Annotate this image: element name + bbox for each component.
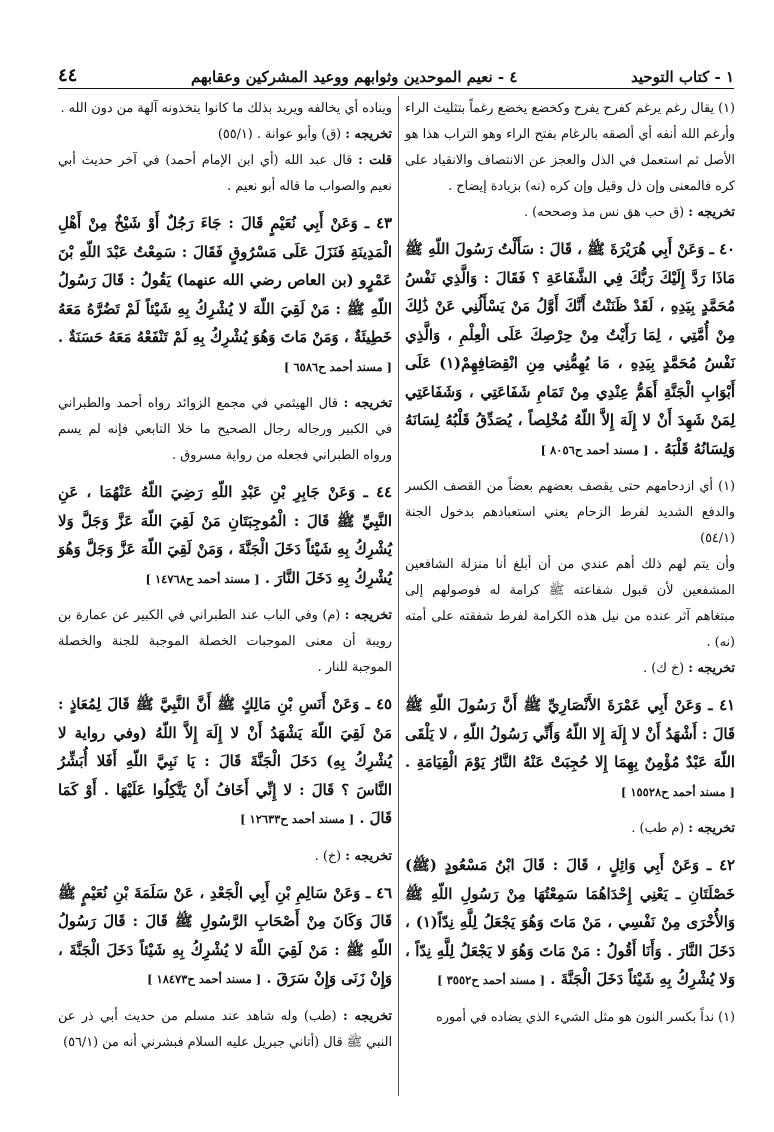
musnad-reference: [ مسند أحمد ح١٤٧٦٨ ] <box>145 571 260 586</box>
takhrij-text: قال عبد الله (أي ابن الإمام أحمد) في آخر حديث أبي نعيم والصواب ما قاله أبو نعيم . <box>58 153 392 194</box>
book-title: ١ - كتاب التوحيد <box>631 68 734 86</box>
takhrij-label: تخريجه : <box>345 127 392 142</box>
hadith-body: ٤٣ ـ وَعَنْ أَبِي نُعَيْمٍ قَالَ : جَاءَ رَجُلٌ أَوْ شَيْخٌ مِنْ أَهْلِ الْمَدِينَةِ فَنَزَلَ عَلَى مَسْرُوقٍ فَقَالَ : سَمِعْتُ عَبْدَ اللّهِ بْنَ عَمْرٍو (بن العاص رضي الله عنهما) يَقُولُ : قَالَ رَسُولُ اللّهِ ﷺ : مَنْ لَقِيَ اللّهَ لا يُشْرِكُ بِهِ شَيْئاً لَمْ تَضُرَّهُ مَعَهُ خَطِيئَةٌ ، وَمَنْ مَاتَ وَهُوَ يُشْرِكُ بِهِ لَمْ تَنْفَعْهُ مَعَهُ حَسَنَةٌ . <box>58 215 392 346</box>
takhrij-note <box>405 200 735 226</box>
footnote <box>405 96 735 200</box>
takhrij-note <box>405 656 735 682</box>
hadith-body: ٤٤ ـ وَعَنْ جَابِرِ بْنِ عَبْدِ اللّهِ رَضِيَ اللّهُ عَنْهُمَا ، عَنِ النَّبِيِّ ﷺ قَالَ : الْمُوجِبَتَانِ مَنْ لَقِيَ اللّهَ عَزَّ وَجَلَّ وَلا يُشْرِكُ بِهِ شَيْئاً دَخَلَ الْجَنَّةَ ، وَمَنْ لَقِيَ اللّهَ عَزَّ وَجَلَّ وَهُوَ يُشْرِكُ بِهِ دَخَلَ النَّارَ . <box>58 484 392 587</box>
page-number: ٤٤ <box>58 65 78 86</box>
footnote <box>405 474 735 552</box>
musnad-reference: [ مسند أحمد ح٦٥٨٦ ] <box>284 359 392 374</box>
takhrij-text: (طب) وله شاهد عند مسلم من حديث أبي ذر عن النبي ﷺ قال (أتاني جبريل عليه السلام فبشرني أنه من (٥٦/١) <box>58 1008 392 1050</box>
musnad-reference: [ مسند أحمد ح١٨٤٧٣ ] <box>147 972 262 986</box>
takhrij-text: قال الهيثمي في مجمع الزوائد رواه أحمد والطبراني في الكبير ورجاله رجال الصحيح ما خلا التابعي فإنه لم يسم ورواه الطبراني فجعله من رواية مسروق . <box>58 396 392 463</box>
hadith-text <box>58 479 392 593</box>
takhrij-label: تخريجه : <box>344 608 392 623</box>
hadith-text <box>58 691 392 834</box>
takhrij-note <box>58 122 392 148</box>
takhrij-note <box>58 148 392 200</box>
musnad-reference: [ مسند أحمد ح٣٥٥٢ ] <box>437 973 546 987</box>
takhrij-label: تخريجه : <box>688 821 735 836</box>
footnote <box>58 96 392 122</box>
hadith-body: ٤١ ـ وَعَنْ أَبِي عَمْرَةَ الأَنْصَارِيِّ ﷺ أَنَّ رَسُولَ اللّهِ ﷺ قَالَ : أَشْهَدُ أَنْ لا إِلَهَ إِلا اللّهُ وَأَنِّي رَسُولُ اللّهِ ، لا يَلْقَى اللّهَ عَبْدٌ مُؤْمِنٌ بِهِمَا إِلا حُجِبَتْ عَنْهُ النَّارُ يَوْمَ الْقِيَامَةِ . <box>405 697 735 771</box>
takhrij-label: تخريجه : <box>343 396 393 411</box>
takhrij-label: تخريجه : <box>688 661 735 676</box>
takhrij-label: تخريجه : <box>342 1008 392 1024</box>
takhrij-text: (ق حب هق نس مذ وصححه) . <box>524 205 689 220</box>
takhrij-note <box>58 844 392 870</box>
takhrij-note <box>58 603 392 681</box>
chapter-title: ٤ - نعيم الموحدين وثوابهم ووعيد المشركين وعقابهم <box>190 68 518 86</box>
footnote-text: وأن يتم لهم ذلك أهم عندي من أن أبلغ أنا منزلة الشافعين المشفعين لأن قبول شفاعته ﷺ كرامة له فوصولهم إلى مبتغاهم آثر عنده من نيل هذه الكرامة لفرط شفقته على أمته (نه) . <box>405 557 735 650</box>
takhrij-label: قلت : <box>358 153 392 168</box>
hadith-text <box>58 210 392 381</box>
takhrij-note <box>58 391 392 469</box>
takhrij-text: (م) وفي الباب عند الطبراني في الكبير عن عمارة بن رويبة أن معنى الموجبات الخصلة الموجبة للجنة والخصلة الموجبة للنار . <box>58 608 392 675</box>
hadith-text <box>405 852 735 995</box>
takhrij-note <box>58 1004 392 1056</box>
right-column <box>405 96 735 1031</box>
hadith-text <box>405 692 735 806</box>
hadith-body: ٤٢ ـ وَعَنْ أَبِي وَائِلٍ ، قَالَ : قَالَ ابْنُ مَسْعُودٍ (ﷺ) خَصْلَتَانِ ـ يَعْنِي إِحْدَاهُمَا سَمِعْتُهَا مِنْ رَسُولِ اللّهِ ﷺ وَالأُخْرَى مِنْ نَفْسِي ، مَنْ مَاتَ وَهُوَ يَجْعَلُ لِلَّهِ نِدّاً(١) ، دَخَلَ النَّارَ . وَأَنَا أَقُولُ : مَنْ مَاتَ وَهُوَ لا يَجْعَلُ لِلَّهِ نِدّاً ، وَلا يُشْرِكُ بِهِ شَيْئاً دَخَلَ الْجَنَّةَ . <box>405 857 735 988</box>
musnad-reference: [ مسند أحمد ح١٥٥٢٨ ] <box>620 784 735 799</box>
takhrij-text: (خ ك) . <box>643 661 689 676</box>
footnote-text: (١) يقال رغم يرغم كفرح يفرح وكخضع يخضع رغماً بتثليث الراء وأرغم الله أنفه أي ألصقه بالرغام بفتح الراء وهو التراب هذا هو الأصل ثم استعمل في الذل والعجز عن الانتصاف والانقياد على كره فالمعنى وإن ذل وقيل وإن كره (نه) بزيادة إيضاح . <box>405 101 735 194</box>
footnote-text: ويناده أي يخالفه ويريد بذلك ما كانوا يتخذونه آلهة من دون الله . <box>60 101 392 116</box>
running-header <box>58 60 734 86</box>
footnote-text: (١) نداً بكسر النون هو مثل الشيء الذي يضاده في أموره <box>436 1009 735 1025</box>
musnad-reference: [ مسند أحمد ح٨٠٥٦ ] <box>540 442 649 457</box>
hadith-body: ٤٥ ـ وَعَنْ أَنَسِ بْنِ مَالِكٍ ﷺ أَنَّ النَّبِيَّ ﷺ قَالَ لِمُعَاذٍ : مَنْ لَقِيَ اللّهَ يَشْهَدُ أَنْ لا إِلَهَ إِلاَّ اللّهُ (وفي رواية لا يُشْرِكُ بِهِ) دَخَلَ الْجَنَّةَ قَالَ : يَا نَبِيَّ اللّهِ أَفَلا أُبَشِّرُ النَّاسَ ؟ قَالَ : لا إِنِّي أَخَافُ أَنْ يَتَّكِلُوا عَلَيْهَا . أَوْ كَمَا قَالَ . <box>58 696 392 827</box>
takhrij-text: (ق) وأبو عوانة . (٥٥/١) <box>217 127 346 142</box>
takhrij-text: (خ) . <box>314 848 346 864</box>
header-rule <box>58 88 734 89</box>
column-divider <box>398 96 399 1096</box>
hadith-body: ٤٠ ـ وَعَنْ أَبِي هُرَيْرَةَ ﷺ ، قَالَ : سَأَلْتُ رَسُولَ اللّهِ ﷺ مَاذَا رَدَّ إِلَيْكَ رَبُّكَ فِي الشَّفَاعَةِ ؟ فَقَالَ : وَالَّذِي نَفْسُ مُحَمَّدٍ بِيَدِهِ ، لَقَدْ ظَنَنْتُ أَنَّكَ أَوَّلُ مَنْ يَسْأَلُنِي عَنْ ذَٰلِكَ مِنْ أُمَّتِي ، لِمَا رَأَيْتُ مِنْ حِرْصِكَ عَلَى الْعِلْمِ ، وَالَّذِي نَفْسُ مُحَمَّدٍ بِيَدِهِ ، مَا يُهِمُّنِي مِنِ انْقِصَافِهِمْ(١) عَلَى أَبْوَابِ الْجَنَّةِ أَهَمُّ عِنْدِي مِنْ تَمَامِ شَفَاعَتِي ، وَشَفَاعَتِي لِمَنْ شَهِدَ أَنْ لا إِلَهَ إِلاَّ اللّهُ مُخْلِصاً ، يُصَدِّقُ قَلْبُهُ لِسَانَهُ وَلِسَانُهُ قَلْبَهُ . <box>405 241 735 458</box>
takhrij-text: (م طب) . <box>631 821 689 836</box>
hadith-text <box>58 880 392 994</box>
footnote <box>405 552 735 656</box>
takhrij-label: تخريجه : <box>688 205 735 220</box>
left-column <box>58 96 392 1056</box>
hadith-text <box>405 236 735 464</box>
hadith-body: ٤٦ ـ وَعَنْ سَالِمِ بْنِ أَبِي الْجَعْدِ ، عَنْ سَلَمَةَ بْنِ نُعَيْمٍ ﷺ قَالَ وَكَانَ مِنْ أَصْحَابِ الرَّسُولِ ﷺ قَالَ : قَالَ رَسُولُ اللّهِ ﷺ : مَنْ لَقِيَ اللّهَ لا يُشْرِكُ بِهِ شَيْئاً دَخَلَ الْجَنَّةَ ، وَإِنْ زَنَى وَإِنْ سَرَقَ . <box>58 884 392 987</box>
takhrij-label: تخريجه : <box>345 848 392 864</box>
footnote <box>405 1005 735 1031</box>
footnote-text: (١) أي ازدحامهم حتى يقصف بعضهم بعضاً من القصف الكسر والدفع الشديد لفرط الزحام يعني استعبادهم بدخول الجنة (٥٤/١) <box>405 479 735 546</box>
musnad-reference: [ مسند أحمد ح١٢٦٣٣ ] <box>240 812 355 826</box>
takhrij-note <box>405 816 735 842</box>
